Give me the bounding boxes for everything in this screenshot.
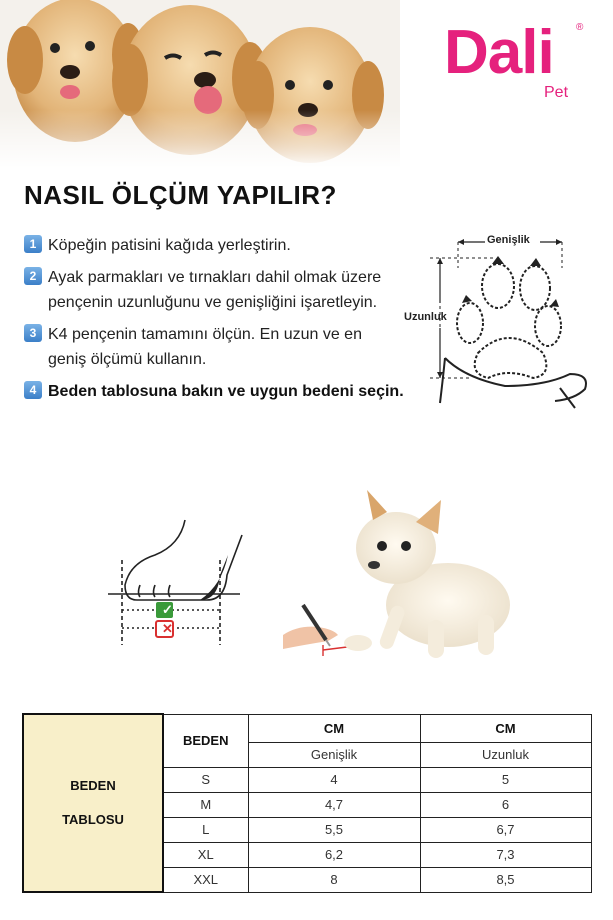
steps-list — [24, 233, 404, 411]
step-item — [24, 322, 404, 372]
step-text: Beden tablosuna bakın ve uygun bedeni seçin. — [48, 383, 404, 400]
chihuahua-image — [278, 480, 528, 680]
width-label: Genişlik — [487, 234, 530, 246]
step-item — [24, 265, 404, 315]
length-cell: 8,5 — [420, 867, 591, 892]
width-cell: 5,5 — [248, 817, 420, 842]
table-title-line1: BEDEN — [70, 778, 116, 793]
width-cell: 4,7 — [248, 792, 420, 817]
size-column-header: BEDEN — [163, 714, 248, 767]
size-cell: S — [163, 767, 248, 792]
step-text: Köpeğin patisini kağıda yerleştirin. — [48, 237, 291, 254]
step-item — [24, 379, 404, 404]
check-icon: ✓ — [162, 602, 173, 617]
unit-header-length: CM — [420, 714, 591, 742]
size-cell: L — [163, 817, 248, 842]
length-cell: 5 — [420, 767, 591, 792]
width-cell: 8 — [248, 867, 420, 892]
brand-logo — [444, 18, 594, 112]
registered-mark: ® — [576, 22, 584, 33]
width-cell: 4 — [248, 767, 420, 792]
brand-sub: Pet — [544, 84, 569, 101]
width-cell: 6,2 — [248, 842, 420, 867]
length-cell: 6,7 — [420, 817, 591, 842]
step-number-icon: 2 — [24, 267, 42, 285]
page-title: NASIL ÖLÇÜM YAPILIR? — [24, 180, 337, 210]
step-item — [24, 233, 404, 258]
table-title-line2: TABLOSU — [62, 812, 124, 827]
step-text: Ayak parmakları ve tırnakları dahil olmak üzere pençenin uzunluğunu ve genişliğini işaretleyin. — [48, 269, 382, 311]
brand-name: Dali — [444, 18, 554, 87]
length-cell: 6 — [420, 792, 591, 817]
puppies-image — [0, 0, 400, 168]
length-cell: 7,3 — [420, 842, 591, 867]
foot-measure-diagram — [100, 510, 260, 660]
unit-header-width: CM — [248, 714, 420, 742]
step-text: K4 pençenin tamamını ölçün. En uzun ve en geniş ölçümü kullanın. — [48, 326, 362, 368]
size-cell: XXL — [163, 867, 248, 892]
step-number-icon: 3 — [24, 324, 42, 342]
size-cell: M — [163, 792, 248, 817]
table-title-cell — [23, 714, 163, 892]
size-table — [22, 713, 592, 893]
cross-icon: ✕ — [162, 621, 173, 636]
width-column-label: Genişlik — [248, 742, 420, 767]
length-label: Uzunluk — [404, 311, 447, 323]
length-column-label: Uzunluk — [420, 742, 591, 767]
step-number-icon: 4 — [24, 381, 42, 399]
step-number-icon: 1 — [24, 235, 42, 253]
size-cell: XL — [163, 842, 248, 867]
